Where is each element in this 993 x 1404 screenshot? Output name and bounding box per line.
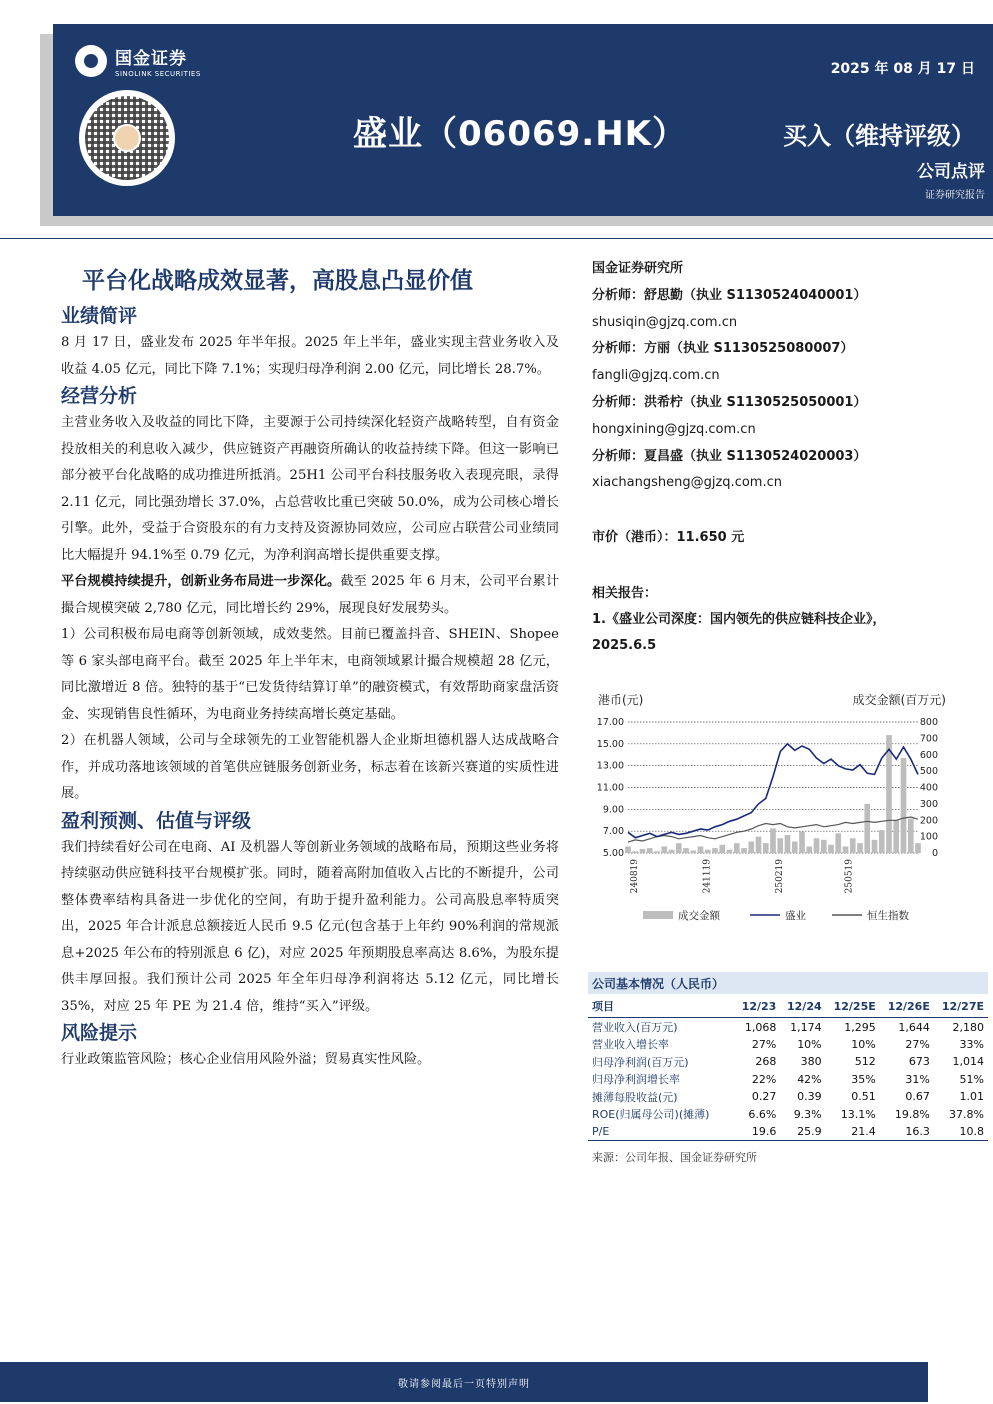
volume-bar xyxy=(632,851,638,853)
legend-label: 盛业 xyxy=(785,910,806,922)
table-cell: 673 xyxy=(908,1055,930,1069)
report-date: 2025 年 08 月 17 日 xyxy=(830,61,975,77)
volume-bar xyxy=(712,848,718,853)
analyst-email[interactable]: shusiqin@gjzq.com.cn xyxy=(592,314,738,330)
volume-bar xyxy=(698,846,704,853)
table-row xyxy=(588,1123,988,1141)
table-cell: 27% xyxy=(751,1037,777,1051)
column-header: 12/27E xyxy=(934,994,988,1018)
report-type: 公司点评 xyxy=(917,162,985,182)
analyst-line: 分析师：洪希柠（执业 S1130525050001） xyxy=(592,394,867,410)
section-heading-forecast: 盈利预测、估值与评级 xyxy=(61,809,252,832)
x-tick-label: 241119 xyxy=(702,859,713,894)
legend-swatch-volume xyxy=(643,911,673,919)
table-cell: 1,174 xyxy=(790,1020,822,1034)
table-cell: 1,644 xyxy=(898,1020,930,1034)
volume-bar xyxy=(908,819,914,853)
paragraph-lead: 平台规模持续提升，创新业务布局进一步深化。 xyxy=(61,574,341,589)
volume-bar xyxy=(879,830,885,853)
paragraph xyxy=(61,569,559,622)
table-cell: 19.8% xyxy=(894,1107,930,1121)
volume-bar xyxy=(901,758,907,853)
volume-bar xyxy=(741,848,747,853)
right-tick-label: 300 xyxy=(919,798,938,810)
row-label: 摊薄每股收益(元) xyxy=(592,1090,678,1104)
table-cell: 512 xyxy=(854,1055,876,1069)
left-tick-label: 17.00 xyxy=(596,717,624,728)
volume-bar xyxy=(777,838,783,853)
table-cell: 19.6 xyxy=(735,1123,780,1141)
table-cell: 9.3% xyxy=(793,1107,822,1121)
table-cell: 10% xyxy=(797,1037,822,1051)
analyst-email[interactable]: fangli@gjzq.com.cn xyxy=(592,368,720,384)
analyst-line: 分析师：舒思勤（执业 S1130524040001） xyxy=(592,287,867,303)
right-axis-label: 成交金额(百万元) xyxy=(852,693,946,707)
volume-bar xyxy=(727,850,733,853)
right-tick-label: 800 xyxy=(919,717,938,728)
analyst-email[interactable]: xiachangsheng@gjzq.com.cn xyxy=(592,475,782,491)
rating: 买入（维持评级） xyxy=(783,122,975,150)
paragraph: 8 月 17 日，盛业发布 2025 年半年报。2025 年上半年，盛业实现主营业务收入及收益 4.05 亿元，同比下降 7.1%；实现归母净利润 2.00 亿元，同比增长 28.7%。 xyxy=(61,335,559,377)
table-cell: 1.01 xyxy=(959,1090,984,1104)
right-tick-label: 0 xyxy=(931,848,938,859)
basic-info-panel xyxy=(588,972,988,1165)
table-header-row xyxy=(588,994,988,1018)
table-cell: 16.3 xyxy=(880,1123,934,1141)
report-header xyxy=(53,24,993,216)
table-row xyxy=(588,1070,988,1088)
institute: 国金证券研究所 xyxy=(592,261,684,276)
row-label: 归母净利润增长率 xyxy=(592,1073,680,1087)
column-header: 12/23 xyxy=(735,994,780,1018)
paragraph: 1）公司积极布局电商等创新领域，成效斐然。目前已覆盖抖音、SHEIN、Shopee 等 6 家头部电商平台。截至 2025 年上半年末，电商领域累计撮合规模超 28 亿元，同比激增近 8 倍。独特的基于“已发货待结算订单”的融资模式，有效帮助商家盘活资金、实现销售良性循环，为电商业务持续高增长奠定基础。 xyxy=(61,627,559,722)
volume-bar xyxy=(748,842,754,853)
analyst-email[interactable]: hongxining@gjzq.com.cn xyxy=(592,421,756,437)
section-heading-risks: 风险提示 xyxy=(61,1022,138,1044)
table-cell: 1,068 xyxy=(744,1020,777,1034)
related-title: 相关报告： xyxy=(592,586,658,601)
analyst-line: 分析师：方丽（执业 S1130525080007） xyxy=(592,341,854,357)
main-title: 平台化战略成效显著，高股息凸显价值 xyxy=(82,268,473,294)
row-label: P/E xyxy=(588,1123,735,1141)
left-tick-label: 15.00 xyxy=(596,738,624,750)
volume-bar xyxy=(814,838,820,853)
volume-bar xyxy=(625,846,631,853)
paragraph: 主营业务收入及收益的同比下降，主要源于公司持续深化轻资产战略转型，自有资金投放相关的利息收入减少，供应链资产再融资所确认的收益持续下降。但这一影响已部分被平台化战略的成功推进所抵消。25H1 公司平台科技服务收入表现亮眼，录得 2.11 亿元，同比强劲增长 37.0%，占总营收比重已突破 50.0%，成为公司核心增长引擎。此外，受益于合资股东的有力支持及资源协同效应，公司应占联营公司业绩同比大幅提升 94.1%至 0.79 亿元，为净利润高增长提供重要支撑。 xyxy=(61,415,559,563)
volume-bar xyxy=(843,846,849,853)
volume-bar xyxy=(683,848,689,853)
row-label: 归母净利润(百万元) xyxy=(592,1055,689,1069)
table-row xyxy=(588,1088,988,1106)
left-tick-label: 9.00 xyxy=(602,804,624,816)
table-cell: 1,014 xyxy=(952,1055,984,1069)
right-tick-label: 200 xyxy=(919,815,938,827)
table-cell: 42% xyxy=(797,1072,822,1086)
volume-bar xyxy=(676,843,682,853)
volume-bar xyxy=(785,835,791,853)
legend-label: 成交金额 xyxy=(678,910,720,922)
table-cell: 13.1% xyxy=(840,1107,876,1121)
volume-bar xyxy=(756,837,762,853)
table-cell: 25.9 xyxy=(780,1123,825,1141)
volume-bar xyxy=(669,850,675,853)
volume-bar xyxy=(799,832,805,853)
paragraph-rest: 截至 2025 年 6 月末，公司平台累计撮合规模突破 2,780 亿元，同比增长约 29%，展现良好发展势头。 xyxy=(61,574,560,616)
logo-en: SINOLINK SECURITIES xyxy=(115,70,201,78)
right-tick-label: 100 xyxy=(919,831,938,843)
related-report-link[interactable]: 1.《盛业公司深度：国内领先的供应链科技企业》， xyxy=(592,612,886,627)
table-cell: 31% xyxy=(905,1072,930,1086)
table-cell: 268 xyxy=(755,1055,777,1069)
volume-bar xyxy=(770,828,776,853)
left-tick-label: 11.00 xyxy=(596,782,624,794)
section-heading-operations: 经营分析 xyxy=(61,385,138,407)
paragraph: 行业政策监管风险；核心企业信用风险外溢；贸易真实性风险。 xyxy=(61,1052,431,1067)
table-cell: 10% xyxy=(851,1037,876,1051)
column-header: 12/24 xyxy=(780,994,825,1018)
paragraph: 我们持续看好公司在电商、AI 及机器人等创新业务领域的战略布局，预期这些业务将持续驱动供应链科技平台规模扩张。同时，随着高附加值收入占比的不断提升，公司整体费率结构具备进一步优化的空间，有助于提升盈利能力。公司高股息率特质突出，2025 年合计派息总额接近人民币 9.5 亿元(包含基于上年约 90%利润的常规派息+2025 年公布的特别派息 6 亿)，对应 2025 年预期股息率高达 8.6%，为股东提供丰厚回报。我们预计公司 2025 年全年归母净利润将达 5.12 亿元，同比增长 35%，对应 25 年 PE 为 21.4 倍，维持“买入”评级。 xyxy=(61,839,559,1014)
volume-bar xyxy=(828,845,834,853)
logo-mark-icon xyxy=(75,45,107,77)
basic-info-title: 公司基本情况（人民币） xyxy=(588,972,988,994)
table-cell: 0.51 xyxy=(851,1090,876,1104)
volume-bar xyxy=(640,849,646,853)
table-row xyxy=(588,1105,988,1123)
table-row xyxy=(588,1035,988,1053)
volume-bar xyxy=(850,838,856,853)
volume-bar xyxy=(654,851,660,853)
right-tick-label: 500 xyxy=(919,766,938,778)
analyst-panel xyxy=(592,256,987,497)
left-tick-label: 13.00 xyxy=(596,760,624,772)
market-price: 市价（港币）：11.650 元 xyxy=(592,530,745,545)
legend-label: 恒生指数 xyxy=(867,910,909,922)
table-cell: 33% xyxy=(959,1037,984,1051)
volume-bar xyxy=(792,842,798,853)
table-cell: 1,295 xyxy=(844,1020,876,1034)
volume-bar xyxy=(872,840,878,853)
volume-bar xyxy=(705,850,711,853)
qr-code-icon[interactable] xyxy=(79,90,175,186)
stock-title: 盛业（06069.HK） xyxy=(353,114,688,154)
table-cell: 35% xyxy=(851,1072,876,1086)
related-report-date: 2025.6.5 xyxy=(592,638,657,653)
table-cell: 37.8% xyxy=(949,1107,984,1121)
x-tick-label: 240819 xyxy=(629,859,640,894)
table-row xyxy=(588,1018,988,1036)
top-divider xyxy=(0,238,993,239)
volume-bar xyxy=(661,846,667,853)
right-tick-label: 400 xyxy=(919,782,938,794)
report-subtype: 证券研究报告 xyxy=(925,190,985,201)
row-label: ROE(归属母公司)(摊薄) xyxy=(592,1108,710,1122)
volume-bar xyxy=(647,848,653,853)
table-cell: 51% xyxy=(959,1072,984,1086)
table-cell: 10.8 xyxy=(934,1123,988,1141)
paragraph: 2）在机器人领域，公司与全球领先的工业智能机器人企业斯坦德机器人达成战略合作，并成功落地该领域的首笔供应链服务创新业务，标志着在该新兴赛道的实质性进展。 xyxy=(61,733,559,801)
table-cell: 380 xyxy=(800,1055,822,1069)
volume-bar xyxy=(719,845,725,853)
series-line xyxy=(628,744,918,838)
left-tick-label: 7.00 xyxy=(602,826,624,838)
financial-table xyxy=(588,994,988,1141)
column-header: 12/26E xyxy=(880,994,934,1018)
column-header: 12/25E xyxy=(826,994,880,1018)
analyst-line: 分析师：夏昌盛（执业 S1130524020003） xyxy=(592,448,867,464)
table-cell: 27% xyxy=(905,1037,930,1051)
price-chart xyxy=(588,690,988,930)
row-label: 营业收入(百万元) xyxy=(592,1021,678,1034)
table-cell: 6.6% xyxy=(748,1107,777,1121)
x-tick-label: 250519 xyxy=(844,859,855,894)
table-cell: 0.27 xyxy=(751,1090,777,1104)
logo-cn: 国金证券 xyxy=(115,49,187,69)
table-cell: 0.67 xyxy=(905,1090,930,1104)
table-cell: 2,180 xyxy=(952,1020,984,1034)
table-cell: 21.4 xyxy=(826,1123,880,1141)
left-tick-label: 5.00 xyxy=(602,848,624,859)
section-heading-results: 业绩简评 xyxy=(61,305,138,327)
footer-disclaimer: 敬请参阅最后一页特别声明 xyxy=(0,1362,928,1402)
related-reports xyxy=(592,581,987,659)
volume-bar xyxy=(893,820,899,853)
volume-bar xyxy=(835,833,841,853)
volume-bar xyxy=(821,840,827,853)
left-column xyxy=(61,303,559,1074)
volume-bar xyxy=(763,843,769,853)
table-cell: 22% xyxy=(751,1072,777,1086)
table-row xyxy=(588,1053,988,1071)
volume-bar xyxy=(857,843,863,853)
column-header: 项目 xyxy=(588,994,735,1018)
volume-bar xyxy=(864,804,870,853)
x-tick-label: 250219 xyxy=(774,859,785,894)
volume-bar xyxy=(806,846,812,853)
table-source: 来源：公司年报、国金证券研究所 xyxy=(592,1150,757,1164)
company-logo xyxy=(75,44,201,78)
volume-bar xyxy=(734,843,740,853)
right-tick-label: 700 xyxy=(919,733,938,745)
right-tick-label: 600 xyxy=(919,749,938,761)
volume-bar xyxy=(690,851,696,853)
row-label: 营业收入增长率 xyxy=(592,1038,669,1052)
table-cell: 0.39 xyxy=(797,1090,822,1104)
left-axis-label: 港币(元) xyxy=(598,693,644,707)
volume-bar xyxy=(915,843,921,853)
